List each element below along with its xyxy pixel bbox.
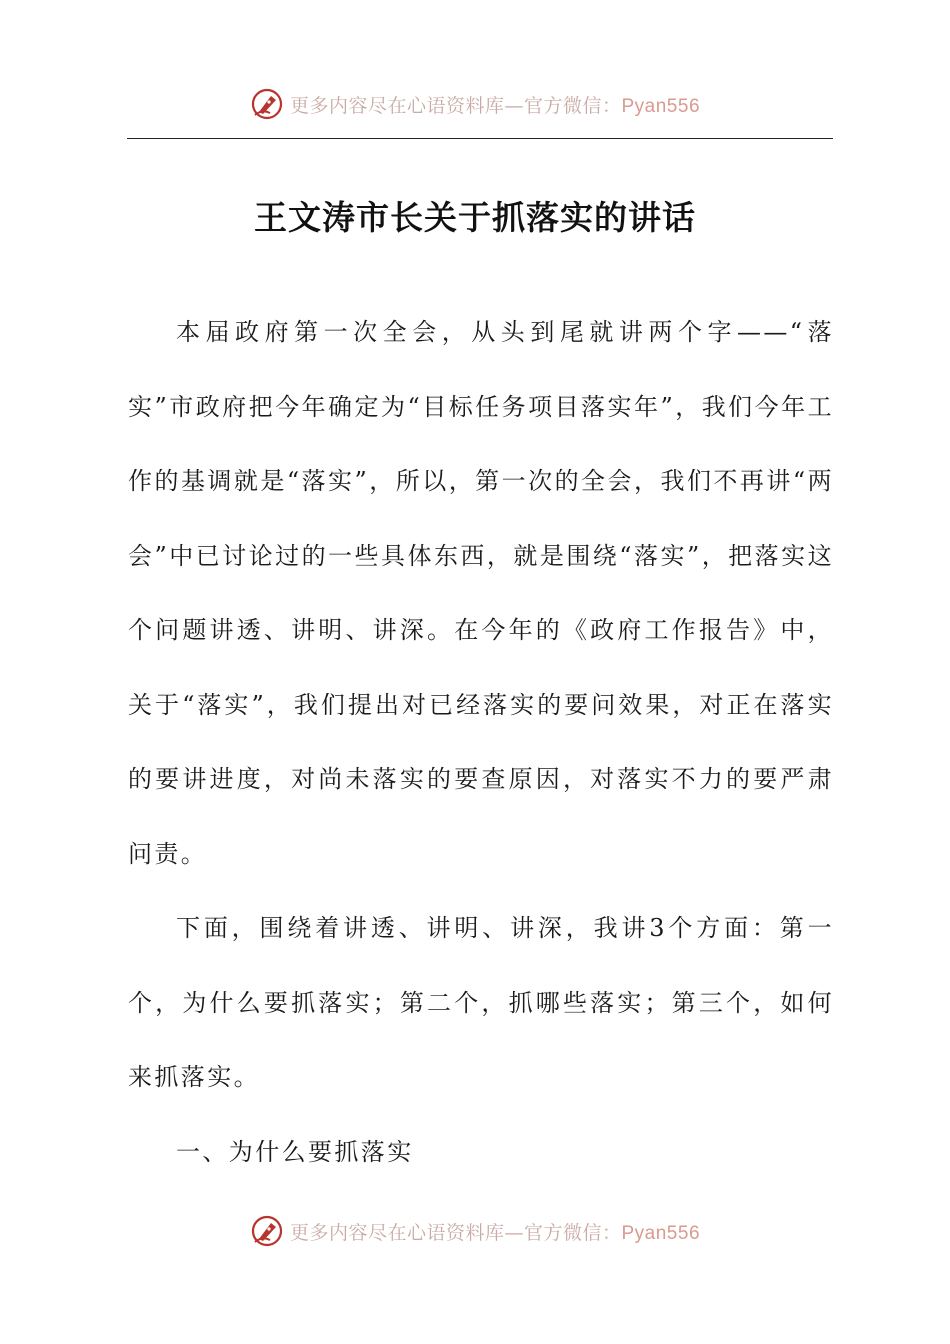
header-divider xyxy=(127,138,833,139)
footer-banner-text: 更多内容尽在心语资料库—官方微信：Pyan556 xyxy=(289,1221,701,1244)
footer-banner xyxy=(0,1211,950,1251)
header-banner xyxy=(0,84,950,124)
header-wechat-id: Pyan556 xyxy=(621,95,701,117)
body-paragraph-1: 本届政府第一次全会，从头到尾就讲两个字——“落实”市政府把今年确定为“目标任务项目落实年”，我们今年工作的基调就是“落实”，所以，第一次的全会，我们不再讲“两会”中已讨论过的一些具体东西，就是围绕“落实”，把落实这个问题讲透、讲明、讲深。在今年的《政府工作报告》中，关于“落实”，我们提出对已经落实的要问效果，对正在落实的要讲进度，对尚未落实的要查原因，对落实不力的要严肃问责。 xyxy=(128,318,834,868)
footer-wechat-id: Pyan556 xyxy=(621,1222,701,1244)
document-title: 王文涛市长关于抓落实的讲话 xyxy=(254,198,696,237)
body-paragraph-2: 下面，围绕着讲透、讲明、讲深，我讲3个方面：第一个，为什么要抓落实；第二个，抓哪些落实；第三个，如何来抓落实。 xyxy=(128,914,834,1091)
header-banner-text: 更多内容尽在心语资料库—官方微信：Pyan556 xyxy=(289,94,701,117)
document-body xyxy=(128,295,834,1189)
section-heading-1: 一、为什么要抓落实 xyxy=(176,1137,414,1166)
pen-nib-logo-icon xyxy=(250,1214,284,1248)
pen-nib-logo-icon xyxy=(250,87,284,121)
